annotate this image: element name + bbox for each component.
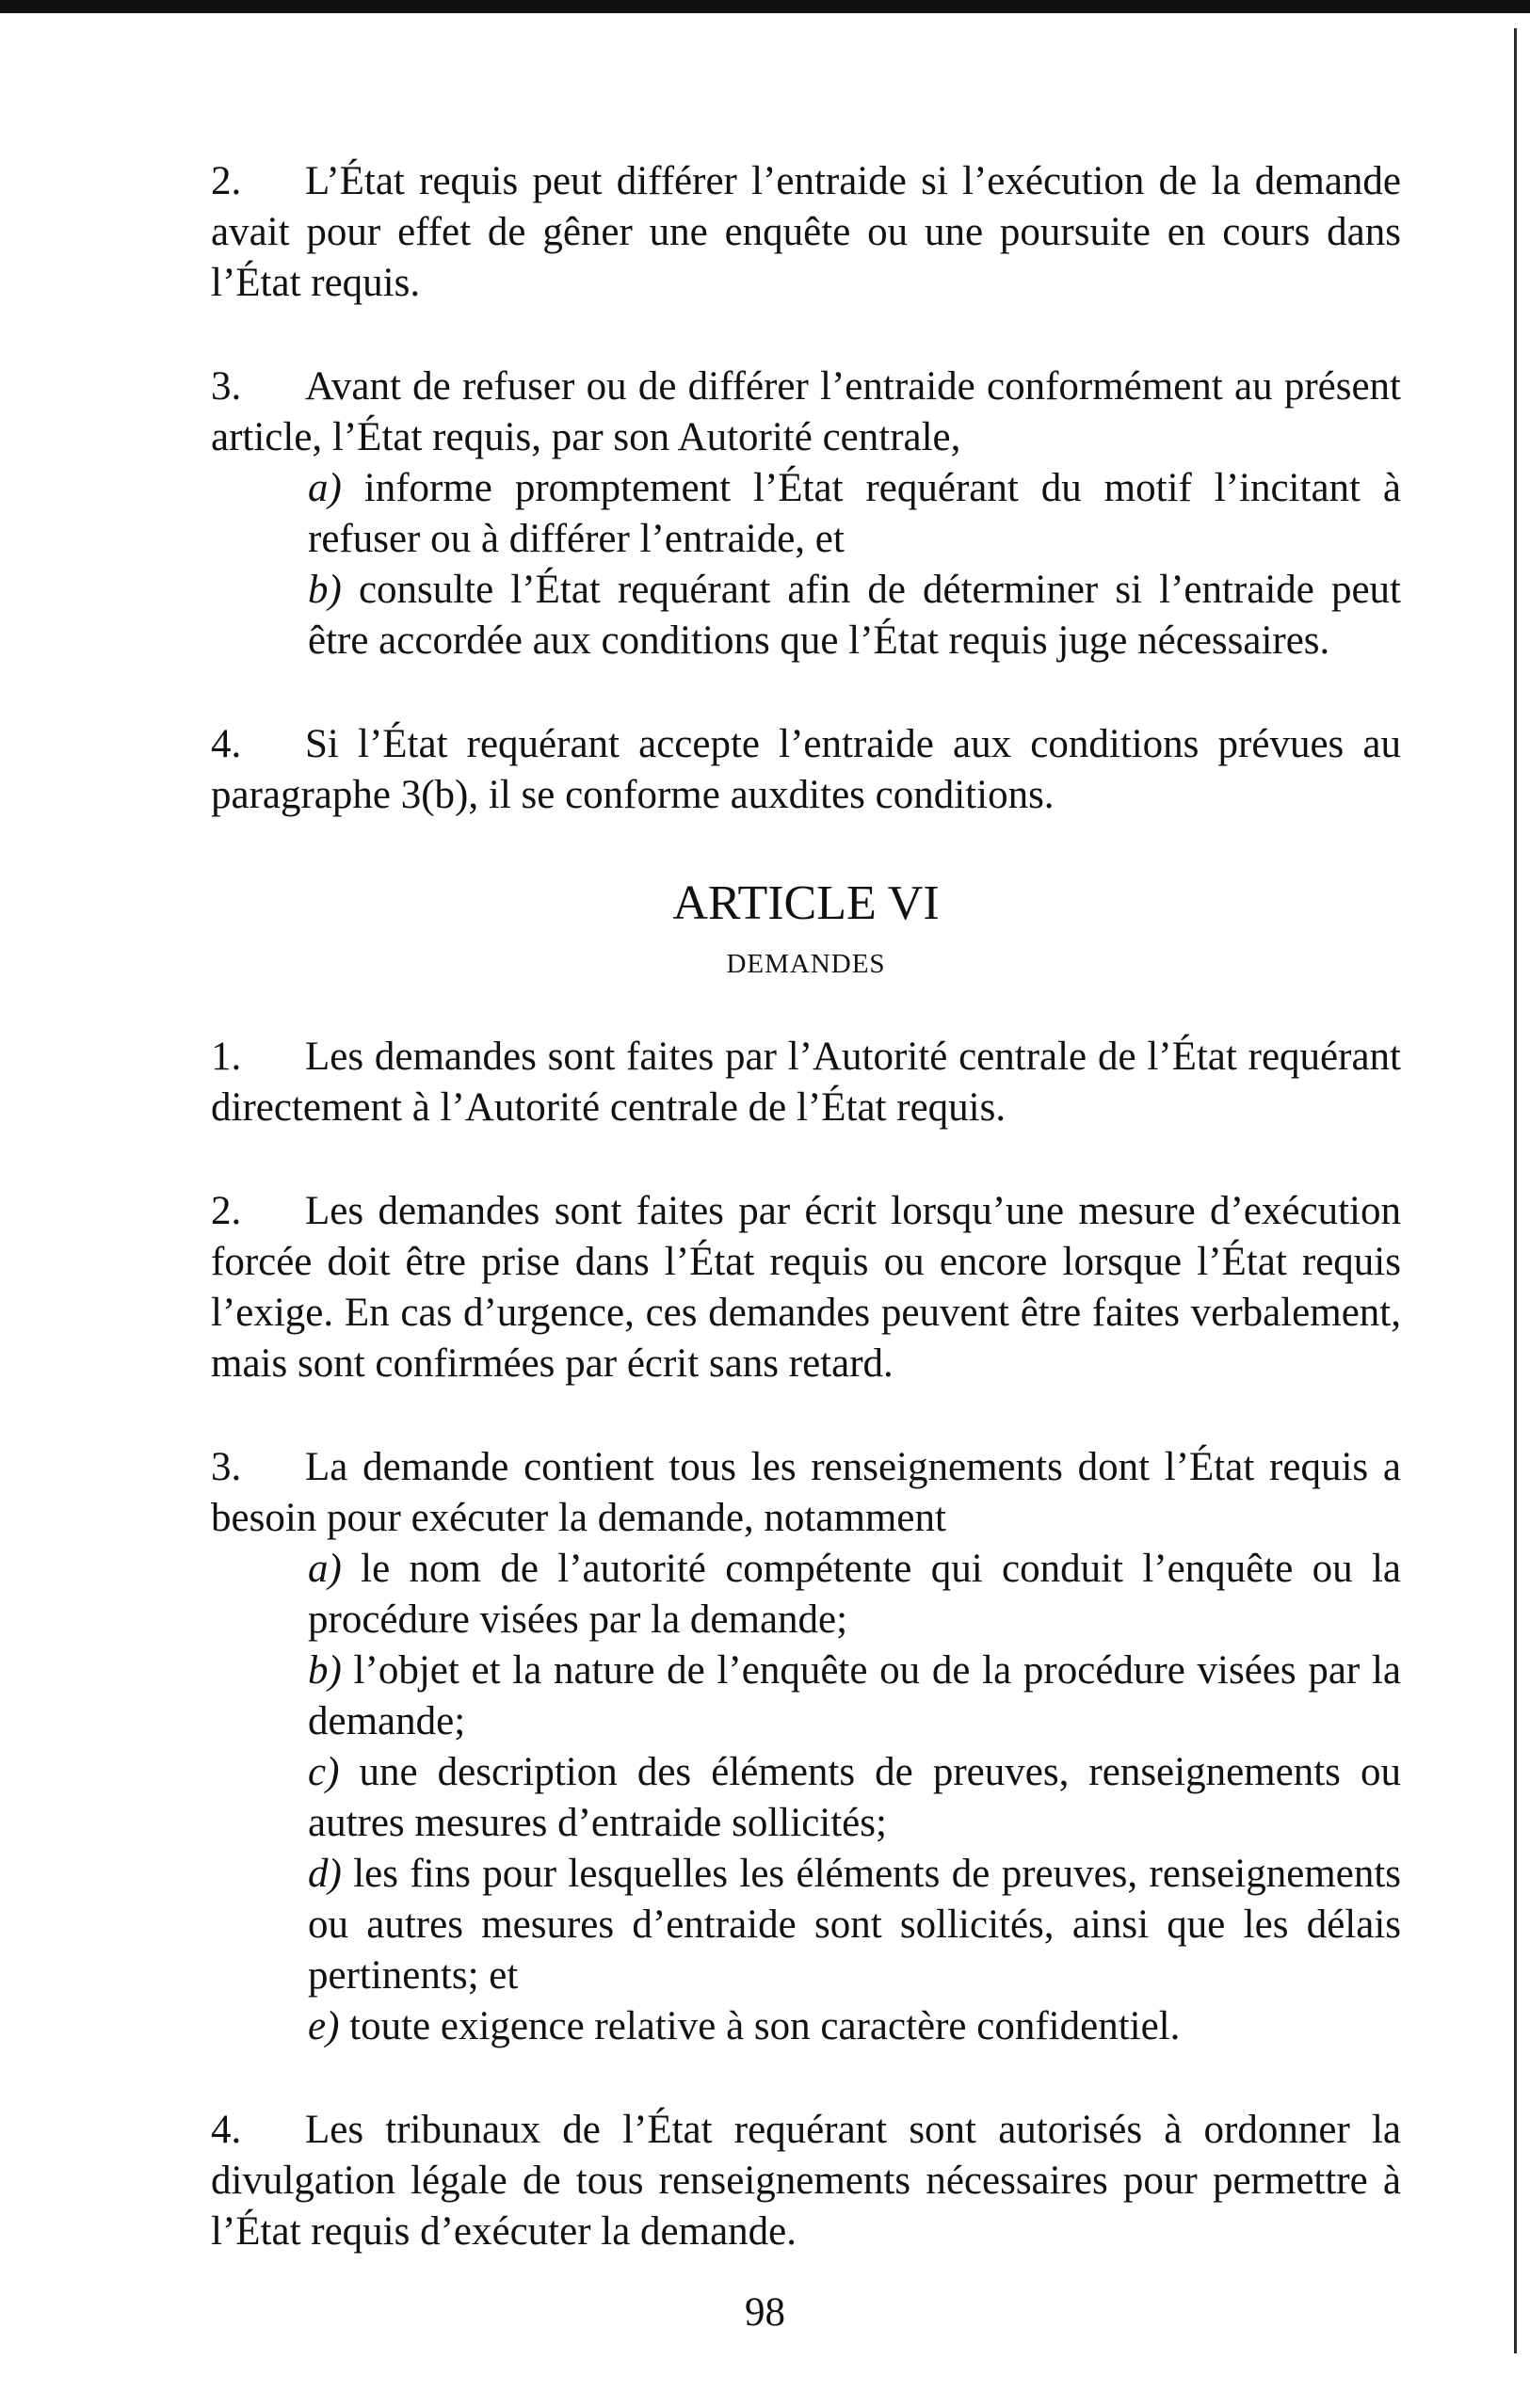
list-item: [308, 565, 1401, 666]
list-item-letter: b): [308, 568, 342, 612]
page-number: 98: [745, 2290, 785, 2335]
paragraph-body: Si l’État requérant accepte l’entraide aux conditions prévues au paragraphe 3(b), il se conforme auxdites conditions.: [211, 722, 1401, 817]
paragraph: [211, 1032, 1401, 1133]
paragraph-body: Les tribunaux de l’État requérant sont autorisés à ordonner la divulgation légale de tous renseignements nécessaires pour permettre à l’État requis d’exécuter la demande.: [211, 2108, 1401, 2254]
paragraph-text: [211, 361, 1401, 463]
paragraph-body: La demande contient tous les renseignements dont l’État requis a besoin pour exécuter la demande, notamment: [211, 1445, 1401, 1540]
paragraph-number: 4.: [211, 2108, 242, 2152]
paragraph: [211, 1442, 1401, 2052]
article-subheading: DEMANDES: [726, 949, 886, 979]
paragraph-text: [211, 1032, 1401, 1133]
list-item: [308, 1645, 1401, 1747]
paragraph: [211, 2105, 1401, 2257]
paragraph-text: [211, 1186, 1401, 1389]
paragraph-text: [211, 156, 1401, 309]
paragraph-text: [211, 719, 1401, 821]
list-item-text: une description des éléments de preuves, renseignements ou autres mesures d’entraide sollicités;: [308, 1750, 1401, 1845]
paragraph-number: 4.: [211, 722, 242, 766]
paragraph-text: [211, 1442, 1401, 1544]
list-item-text: toute exigence relative à son caractère confidentiel.: [349, 2004, 1181, 2048]
paragraph-number: 3.: [211, 1445, 242, 1489]
article-heading: ARTICLE VI: [672, 876, 940, 930]
paragraph: [211, 156, 1401, 309]
scan-top-border: [0, 0, 1530, 13]
list-item-letter: b): [308, 1648, 342, 1693]
list-item: [308, 1747, 1401, 1849]
list-item: [308, 1544, 1401, 1645]
page-body: [211, 156, 1401, 2310]
paragraph-number: 3.: [211, 364, 242, 409]
section-block-1: [211, 156, 1401, 821]
list-item-letter: a): [308, 1547, 342, 1591]
list-item-letter: d): [308, 1852, 342, 1896]
paragraph-text: [211, 2105, 1401, 2257]
paragraph-number: 2.: [211, 1189, 242, 1233]
paragraph-number: 1.: [211, 1035, 242, 1079]
list-item: [308, 1849, 1401, 2001]
paragraph: [211, 719, 1401, 821]
scan-right-edge: [1514, 28, 1517, 2353]
paragraph-body: Les demandes sont faites par écrit lorsqu’une mesure d’exécution forcée doit être prise dans l’État requis ou encore lorsque l’État requis l’exige. En cas d’urgence, ces demandes peuvent être faites verbalement, mais sont confirmées par écrit sans retard.: [211, 1189, 1401, 1386]
list-item-text: l’objet et la nature de l’enquête ou de la procédure visées par la demande;: [308, 1648, 1401, 1743]
list-item-letter: c): [308, 1750, 340, 1794]
list-item-text: les fins pour lesquelles les éléments de preuves, renseignements ou autres mesures d’entraide sont sollicités, ainsi que les délais pertinents; et: [308, 1852, 1402, 1998]
list-item-text: informe promptement l’État requérant du motif l’incitant à refuser ou à différer l’entraide, et: [308, 466, 1402, 561]
paragraph-body: Les demandes sont faites par l’Autorité centrale de l’État requérant directement à l’Autorité centrale de l’État requis.: [211, 1035, 1401, 1130]
list-item-letter: a): [308, 466, 342, 510]
paragraph: [211, 1186, 1401, 1389]
paragraph-body: L’État requis peut différer l’entraide si l’exécution de la demande avait pour effet de gêner une enquête ou une poursuite en cours dans l’État requis.: [211, 159, 1401, 305]
paragraph-body: Avant de refuser ou de différer l’entraide conformément au présent article, l’État requis, par son Autorité centrale,: [211, 364, 1401, 459]
list-item: [308, 463, 1401, 565]
paragraph-number: 2.: [211, 159, 242, 203]
list-item: [308, 2001, 1401, 2052]
list-item-letter: e): [308, 2004, 340, 2048]
list-item-text: le nom de l’autorité compétente qui conduit l’enquête ou la procédure visées par la demande;: [308, 1547, 1401, 1642]
list-item-text: consulte l’État requérant afin de déterminer si l’entraide peut être accordée aux conditions que l’État requis juge nécessaires.: [308, 568, 1402, 663]
section-block-2: [211, 1032, 1401, 2257]
paragraph: [211, 361, 1401, 666]
